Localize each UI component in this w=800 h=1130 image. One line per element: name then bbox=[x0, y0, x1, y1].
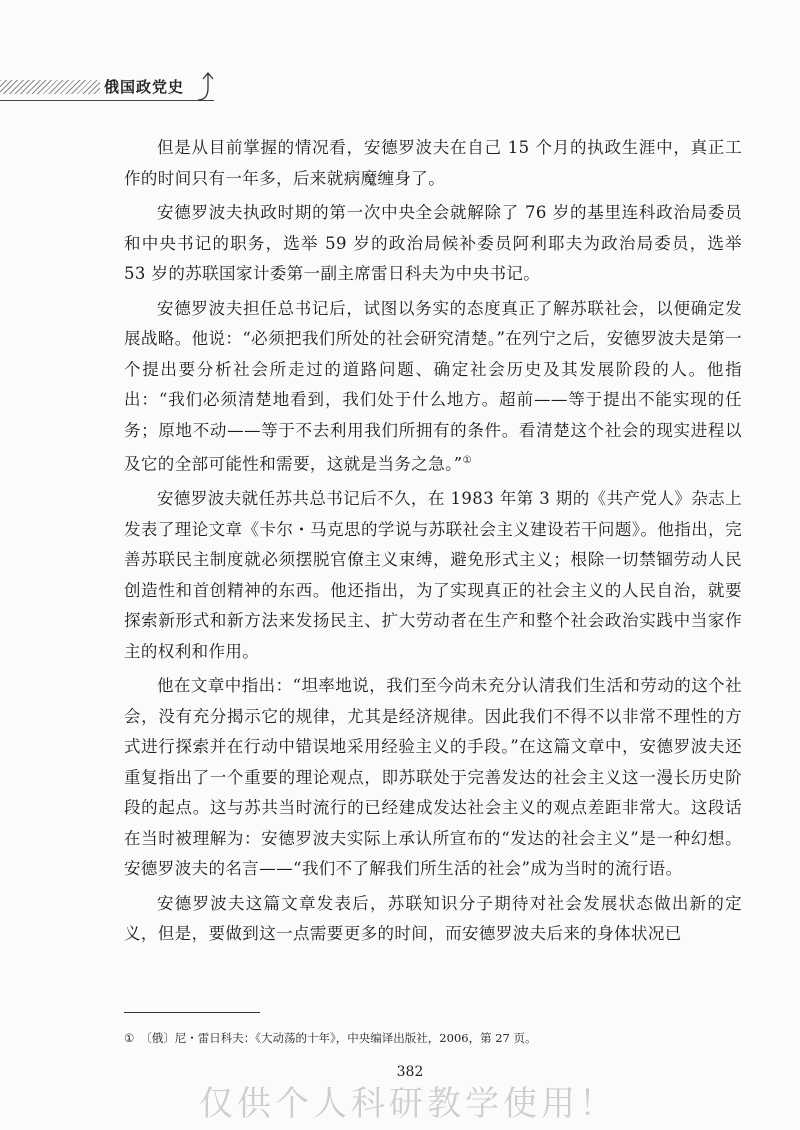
paragraph-1: 但是从目前掌握的情况看，安德罗波夫在自己 15 个月的执政生涯中，真正工作的时间只有一年多，后来就病魔缠身了。 bbox=[124, 138, 742, 188]
page-number: 382 bbox=[396, 1064, 424, 1080]
paragraph-4: 安德罗波夫就任苏共总书记后不久，在 1983 年第 3 期的《共产党人》杂志上发表了理论文章《卡尔・马克思的学说与苏联社会主义建设若干问题》。他指出，完善苏联民主制度就必须摆脱官僚主义束缚，避免形式主义；根除一切禁锢劳动人民创造性和首创精神的东西。他还指出，为了实现真正的社会主义的人民自治，就要探索新形式和新方法来发扬民主、扩大劳动者在生产和整个社会政治实践中当家作主的权利和作用。 bbox=[124, 489, 742, 661]
header-rule bbox=[0, 100, 214, 101]
footnote-divider bbox=[124, 1012, 260, 1013]
paragraph-2: 安德罗波夫执政时期的第一次中央全会就解除了 76 岁的基里连科政治局委员和中央书记的职务，选举 59 岁的政治局候补委员阿利耶夫为政治局委员，选举 53 岁的苏联国家计委第一副主席雷日科夫为中央书记。 bbox=[124, 203, 742, 283]
watermark: 仅供个人科研教学使用！ bbox=[199, 1084, 617, 1124]
footnote-text: 〔俄〕尼・雷日科夫：《大动荡的十年》，中央编译出版社，2006，第 27 页。 bbox=[140, 1031, 537, 1045]
paragraph-3-text: 安德罗波夫担任总书记后，试图以务实的态度真正了解苏联社会，以便确定发展战略。他说：“必须把我们所处的社会研究清楚。”在列宁之后，安德罗波夫是第一个提出要分析社会所走过的道路问题、确定社会历史及其发展阶段的人。他指出：“我们必须清楚地看到，我们处于什么地方。超前——等于提出不能实现的任务；原地不动——等于不去利用我们所拥有的条件。看清楚这个社会的现实进程以及它的全部可能性和需要，这就是当务之急。” bbox=[124, 298, 742, 474]
paragraph-5: 他在文章中指出：“坦率地说，我们至今尚未充分认清我们生活和劳动的这个社会，没有充分揭示它的规律，尤其是经济规律。因此我们不得不以非常不理性的方式进行探索并在行动中错误地采用经验主义的手段。”在这篇文章中，安德罗波夫还重复指出了一个重要的理论观点，即苏联处于完善发达的社会主义这一漫长历史阶段的起点。这与苏共当时流行的已经建成发达社会主义的观点差距非常大。这段话在当时被理解为：安德罗波夫实际上承认所宣布的“发达的社会主义”是一种幻想。安德罗波夫的名言——“我们不了解我们所生活的社会”成为当时的流行语。 bbox=[124, 676, 742, 878]
footnote-marker: ① bbox=[124, 1031, 135, 1045]
running-header-title: 俄国政党史 bbox=[104, 78, 185, 96]
footnote bbox=[124, 1030, 724, 1046]
header-hatch-decoration bbox=[0, 80, 100, 94]
paragraph-6: 安德罗波夫这篇文章发表后，苏联知识分子期待对社会发展状态做出新的定义，但是，要做到这一点需要更多的时间，而安德罗波夫后来的身体状况已 bbox=[124, 893, 742, 943]
body-text bbox=[124, 133, 742, 954]
running-header bbox=[0, 70, 260, 118]
footnote-reference[interactable]: ① bbox=[462, 455, 472, 466]
header-arrow-icon bbox=[196, 70, 220, 104]
paragraph-3 bbox=[124, 294, 742, 481]
